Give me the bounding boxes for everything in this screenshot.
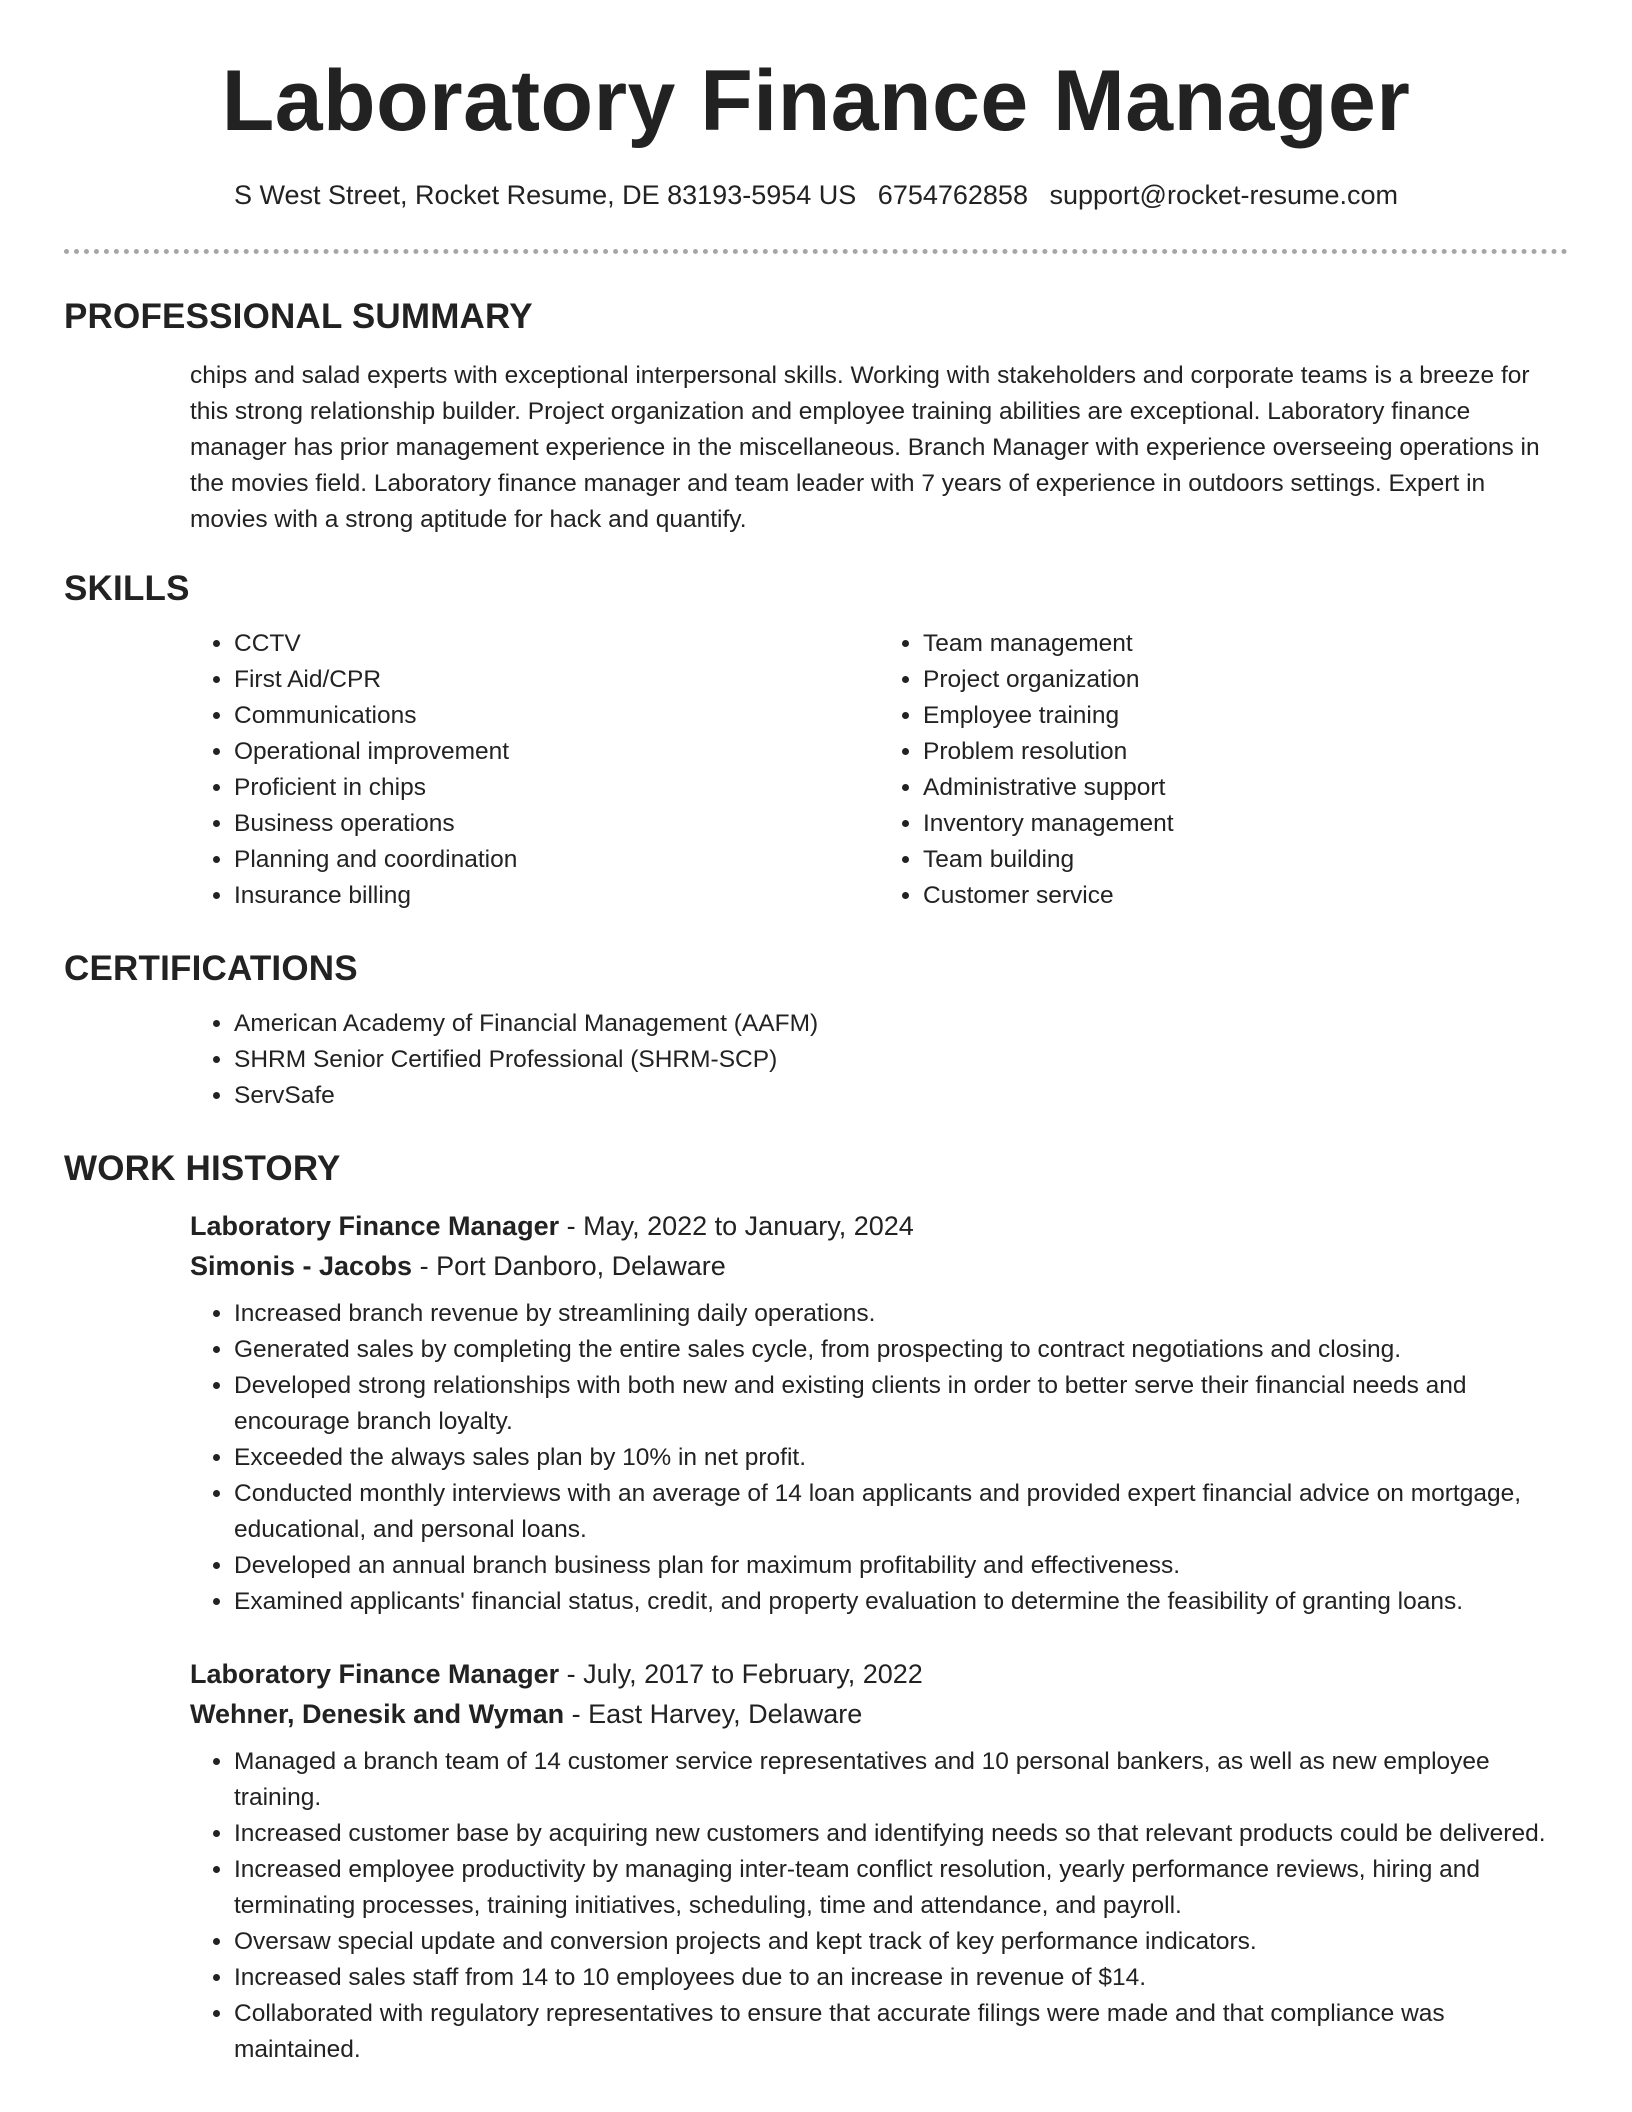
contact-line [0, 180, 1632, 211]
job-dates: - May, 2022 to January, 2024 [559, 1211, 914, 1241]
skills-heading: SKILLS [64, 569, 190, 608]
job-bullets [190, 1744, 1568, 2068]
contact-email: support@rocket-resume.com [1049, 180, 1399, 210]
certifications-section [64, 948, 1568, 1114]
skill-item: • Operational improvement [234, 734, 879, 770]
job-bullet: • Increased branch revenue by streamlining daily operations. [234, 1296, 1568, 1332]
certifications-list [190, 1006, 1568, 1114]
skills-list-left [190, 626, 879, 914]
summary-text: chips and salad experts with exceptional interpersonal skills. Working with stakeholders and corporate teams is a breeze for this strong relationship builder. Project organization and employee training abilities are exceptional. Laboratory finance manager has prior management experience in the miscellaneous. Branch Manager with experience overseeing operations in the movies field. Laboratory finance manager and team leader with 7 years of experience in outdoors settings. Expert in movies with a strong aptitude for hack and quantify. [190, 362, 1540, 533]
skill-item: • Insurance billing [234, 878, 879, 914]
job-bullet: • Developed an annual branch business plan for maximum profitability and effectiveness. [234, 1548, 1568, 1584]
job-dates: - July, 2017 to February, 2022 [559, 1659, 923, 1689]
skill-item: • Team management [923, 626, 1568, 662]
skill-item: • Inventory management [923, 806, 1568, 842]
certification-item: • ServSafe [234, 1078, 1568, 1114]
header-divider [64, 249, 1568, 254]
certification-item: • American Academy of Financial Management (AAFM) [234, 1006, 1568, 1042]
job-bullet: • Exceeded the always sales plan by 10% in net profit. [234, 1440, 1568, 1476]
certifications-list-wrap [190, 1006, 1568, 1114]
skill-item: • First Aid/CPR [234, 662, 879, 698]
job-location: - Port Danboro, Delaware [412, 1251, 726, 1281]
skill-item: • Customer service [923, 878, 1568, 914]
summary-heading: PROFESSIONAL SUMMARY [64, 297, 533, 336]
skill-item: • Planning and coordination [234, 842, 879, 878]
skill-item: • Employee training [923, 698, 1568, 734]
job-entry [190, 1206, 1568, 1620]
job-bullet: • Generated sales by completing the entire sales cycle, from prospecting to contract negotiations and closing. [234, 1332, 1568, 1368]
job-bullet: • Collaborated with regulatory representatives to ensure that accurate filings were made and that compliance was maintained. [234, 1996, 1568, 2068]
job-title-line [190, 1206, 1568, 1246]
skills-grid [190, 626, 1568, 914]
job-bullet: • Increased customer base by acquiring new customers and identifying needs so that relevant products could be delivered. [234, 1816, 1568, 1852]
job-bullets [190, 1296, 1568, 1620]
skills-section [64, 568, 1568, 914]
skill-item: • CCTV [234, 626, 879, 662]
skill-item: • Problem resolution [923, 734, 1568, 770]
job-bullet: • Increased sales staff from 14 to 10 employees due to an increase in revenue of $14. [234, 1960, 1568, 1996]
certification-item: • SHRM Senior Certified Professional (SHRM-SCP) [234, 1042, 1568, 1078]
job-bullet: • Developed strong relationships with both new and existing clients in order to better serve their financial needs and encourage branch loyalty. [234, 1368, 1568, 1440]
job-company-line [190, 1246, 1568, 1286]
skill-item: • Project organization [923, 662, 1568, 698]
job-company-line [190, 1694, 1568, 1734]
job-title-line [190, 1654, 1568, 1694]
work-history-heading: WORK HISTORY [64, 1149, 341, 1188]
job-bullet: • Increased employee productivity by managing inter-team conflict resolution, yearly performance reviews, hiring and terminating processes, training initiatives, scheduling, time and attendance, and payroll. [234, 1852, 1568, 1924]
job-location: - East Harvey, Delaware [564, 1699, 863, 1729]
job-title: Laboratory Finance Manager [190, 1659, 560, 1689]
skill-item: • Proficient in chips [234, 770, 879, 806]
job-bullet: • Conducted monthly interviews with an average of 14 loan applicants and provided expert financial advice on mortgage, educational, and personal loans. [234, 1476, 1568, 1548]
skill-item: • Communications [234, 698, 879, 734]
job-entry [190, 1654, 1568, 2068]
certifications-heading: CERTIFICATIONS [64, 949, 358, 988]
skill-item: • Administrative support [923, 770, 1568, 806]
job-company: Simonis - Jacobs [190, 1251, 413, 1281]
job-bullet: • Oversaw special update and conversion projects and kept track of key performance indicators. [234, 1924, 1568, 1960]
job-bullet: • Examined applicants' financial status, credit, and property evaluation to determine the feasibility of granting loans. [234, 1584, 1568, 1620]
contact-address: S West Street, Rocket Resume, DE 83193-5954 US [233, 180, 857, 210]
candidate-name: Laboratory Finance Manager [221, 53, 1411, 149]
skill-item: • Team building [923, 842, 1568, 878]
skill-item: • Business operations [234, 806, 879, 842]
skills-list-right [879, 626, 1568, 914]
job-bullet: • Managed a branch team of 14 customer service representatives and 10 personal bankers, as well as new employee training. [234, 1744, 1568, 1816]
summary-section [64, 296, 1568, 538]
work-history-section [64, 1148, 1568, 2068]
contact-phone: 6754762858 [877, 180, 1028, 210]
job-company: Wehner, Denesik and Wyman [190, 1699, 565, 1729]
job-title: Laboratory Finance Manager [190, 1211, 560, 1241]
